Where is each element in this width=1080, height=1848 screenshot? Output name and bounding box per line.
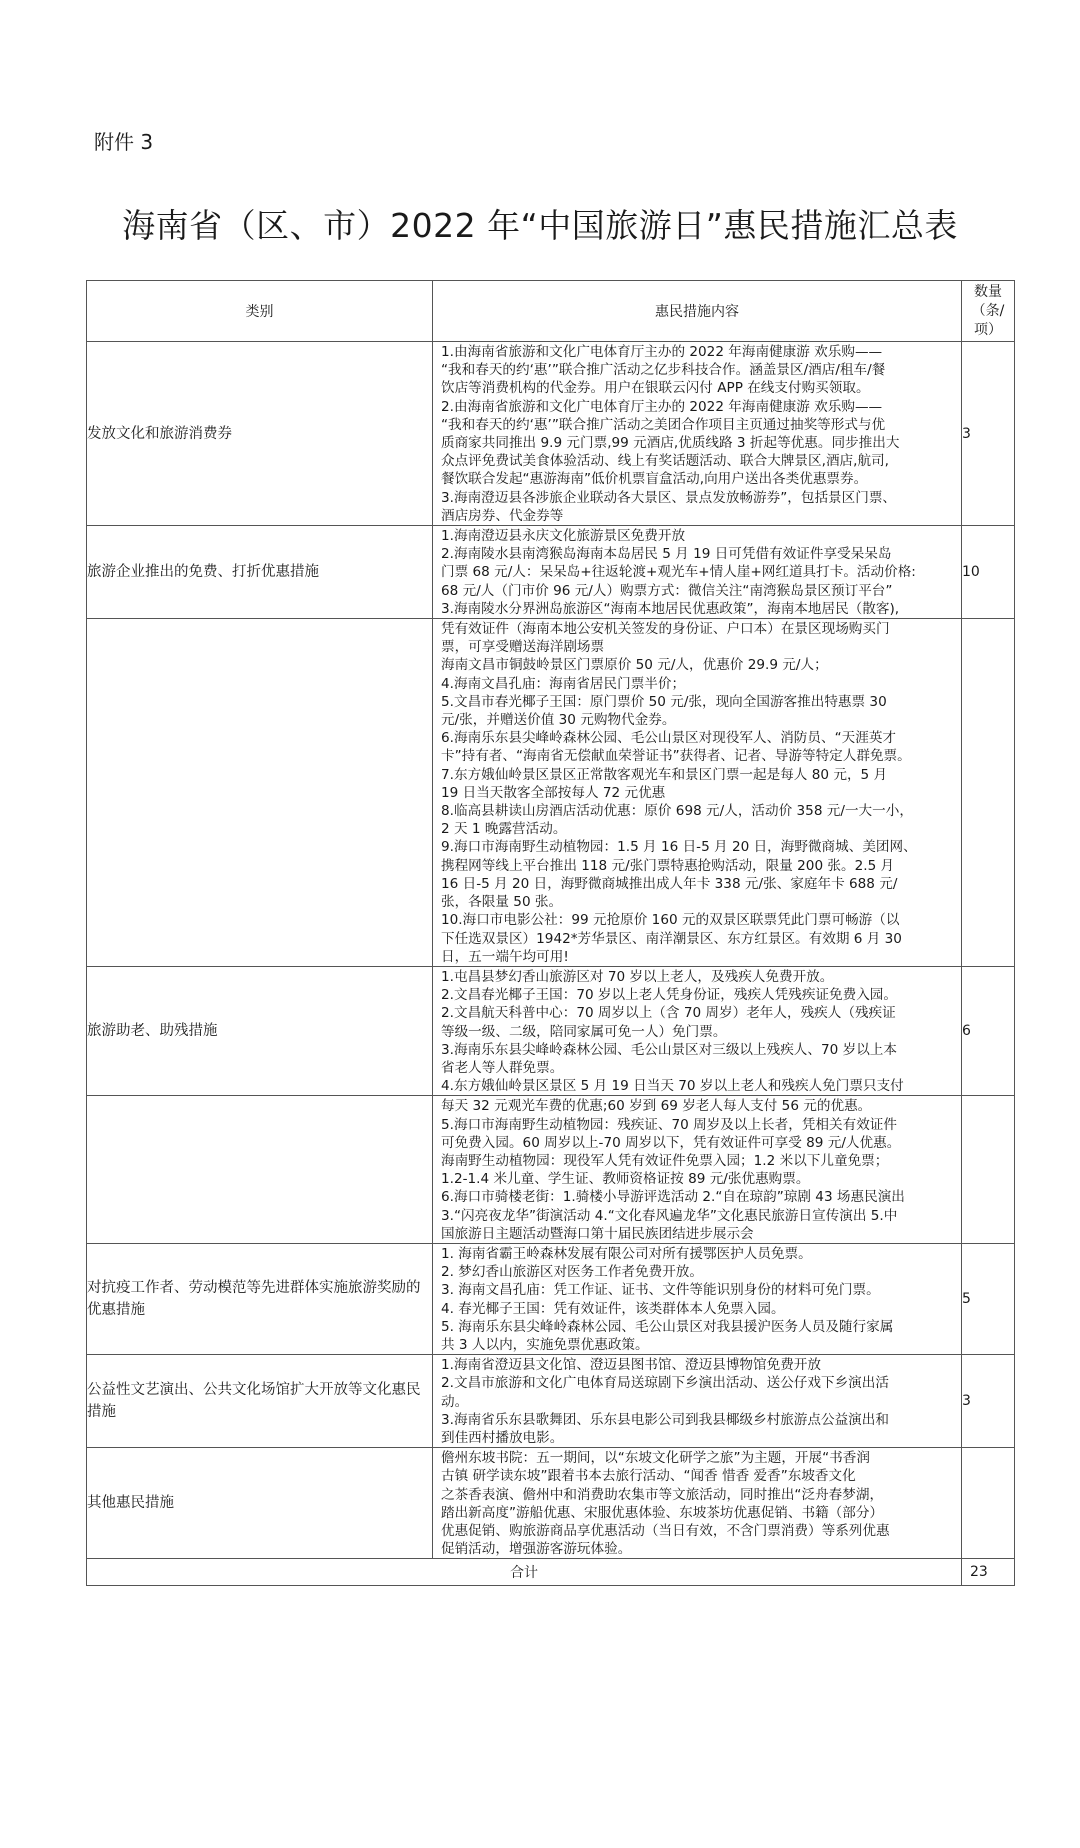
count-cell: 3 [962,1355,1015,1448]
content-line: 元/张，并赠送价值 30 元购物代金券。 [441,712,676,729]
content-line: 每天 32 元观光车费的优惠;60 岁到 69 岁老人每人支付 56 元的优惠。 [441,1098,872,1115]
total-row [87,1559,1015,1586]
attachment-label: 附件 3 [94,130,154,154]
category-cell [87,1096,433,1244]
count-cell [962,1096,1015,1244]
table-row [87,1096,1015,1244]
content-line: 2.海南陵水县南湾猴岛海南本岛居民 5 月 19 日可凭借有效证件享受呆呆岛 [441,546,892,563]
table-row [87,342,1015,526]
table-row [87,526,1015,619]
content-cell [433,1096,962,1244]
count-cell: 5 [962,1243,1015,1354]
content-line: 2.文昌航天科普中心：70 周岁以上（含 70 周岁）老年人，残疾人（残疾证 [441,1005,896,1022]
header-count-line: 项） [974,321,1002,338]
header-count-line: （条/ [971,302,1005,319]
content-line: 1.海南省澄迈县文化馆、澄迈县图书馆、澄迈县博物馆免费开放 [441,1357,821,1374]
table-row [87,1243,1015,1354]
content-line: 海南文昌市铜鼓岭景区门票原价 50 元/人，优惠价 29.9 元/人； [441,657,828,674]
category-cell: 对抗疫工作者、劳动模范等先进群体实施旅游奖励的优惠措施 [87,1243,433,1354]
content-line: 16 日-5 月 20 日，海野微商城推出成人年卡 338 元/张、家庭年卡 688 元/ [441,875,898,892]
content-line: 凭有效证件（海南本地公安机关签发的身份证、户口本）在景区现场购买门 [441,621,890,638]
content-line: 5. 海南乐东县尖峰岭森林公园、毛公山景区对我县援沪医务人员及随行家属 [441,1318,894,1335]
content-line: 日，五一端午均可用! [441,948,569,965]
content-line: 7.东方娥仙岭景区景区正常散客观光车和景区门票一起是每人 80 元，5 月 [441,766,888,783]
content-line: 可免费入园。60 周岁以上-70 周岁以下，凭有效证件可享受 89 元/人优惠。 [441,1134,901,1151]
table-row [87,966,1015,1095]
content-line: 3.海南澄迈县各涉旅企业联动各大景区、景点发放畅游券”，包括景区门票、 [441,489,897,506]
content-line: 2.由海南省旅游和文化广电体育厅主办的 2022 年海南健康游 欢乐购—— [441,398,883,415]
content-line: 携程网等线上平台推出 118 元/张门票特惠抢购活动，限量 200 张。2.5 月 [441,857,895,874]
content-line: 促销活动，增强游客游玩体验。 [441,1541,632,1558]
count-cell: 6 [962,966,1015,1095]
content-line: 省老人等人群免票。 [441,1059,564,1076]
content-line: 10.海口市电影公社：99 元抢原价 160 元的双景区联票凭此门票可畅游（以 [441,912,900,929]
content-line: 门票 68 元/人：呆呆岛+往返轮渡+观光车+情人崖+网红道具打卡。活动价格: [441,564,916,581]
content-cell [433,1448,962,1559]
content-line: 到佳西村播放电影。 [441,1429,564,1446]
content-line: 5.海口市海南野生动植物园：残疾证、70 周岁及以上长者，凭相关有效证件 [441,1116,897,1133]
content-line: 1.由海南省旅游和文化广电体育厅主办的 2022 年海南健康游 欢乐购—— [441,344,883,360]
content-line: 2.文昌春光椰子王国：70 岁以上老人凭身份证，残疾人凭残疾证免费入园。 [441,987,897,1004]
content-line: 踏出新高度”游船优惠、宋服优惠体验、东坡茶坊优惠促销、书籍（部分） [441,1504,884,1521]
count-cell: 10 [962,526,1015,619]
content-line: 3. 海南文昌孔庙：凭工作证、证书、文件等能识别身份的材料可免门票。 [441,1282,880,1299]
content-line: 票，可享受赠送海洋剧场票 [441,639,605,656]
content-line: 酒店房券、代金券等 [441,507,564,524]
content-line: 众点评免费试美食体验活动、线上有奖话题活动、联合大牌景区,酒店,航司, [441,453,889,470]
content-line: 3.海南省乐东县歌舞团、乐东县电影公司到我县椰级乡村旅游点公益演出和 [441,1411,889,1428]
table-row [87,1355,1015,1448]
content-line: 4.海南文昌孔庙：海南省居民门票半价； [441,675,686,692]
page-title: 海南省（区、市）2022 年“中国旅游日”惠民措施汇总表 [122,206,958,245]
content-line: 国旅游日主题活动暨海口第十届民族团结进步展示会 [441,1225,754,1242]
content-cell [433,526,962,619]
content-line: 张，各限量 50 张。 [441,894,563,911]
total-label: 合计 [87,1559,962,1586]
content-line: 儋州东坡书院：五一期间，以“东坡文化研学之旅”为主题，开展“书香润 [441,1450,870,1467]
content-line: 19 日当天散客全部按每人 72 元优惠 [441,784,666,801]
content-line: 下任选双景区）1942*芳华景区、南洋潮景区、东方红景区。有效期 6 月 30 [441,930,902,947]
content-line: 共 3 人以内，实施免票优惠政策。 [441,1336,649,1353]
content-line: 动。 [441,1393,469,1410]
content-line: 1.屯昌县梦幻香山旅游区对 70 岁以上老人，及残疾人免费开放。 [441,968,834,985]
content-line: 4. 春光椰子王国：凭有效证件，该类群体本人免票入园。 [441,1300,785,1317]
category-cell: 旅游助老、助残措施 [87,966,433,1095]
content-line: 海南野生动植物园：现役军人凭有效证件免票入园；1.2 米以下儿童免票； [441,1152,889,1169]
content-line: 68 元/人（门市价 96 元/人）购票方式：微信关注“南湾猴岛景区预订平台” [441,582,893,599]
content-cell [433,1243,962,1354]
content-line: 之茶香表演、儋州中和消费助农集市等文旅活动，同时推出“泛舟春梦湖， [441,1486,884,1503]
header-count [962,281,1015,342]
content-cell [433,966,962,1095]
category-cell: 其他惠民措施 [87,1448,433,1559]
category-cell: 公益性文艺演出、公共文化场馆扩大开放等文化惠民措施 [87,1355,433,1448]
count-cell [962,619,1015,967]
content-line: 1. 海南省霸王岭森林发展有限公司对所有援鄂医护人员免票。 [441,1245,812,1262]
content-line: 优惠促销、购旅游商品享优惠活动（当日有效，不含门票消费）等系列优惠 [441,1523,890,1539]
content-line: 古镇 研学读东坡”跟着书本去旅行活动、“闻香 惜香 爱香”东坡香文化 [441,1468,856,1485]
category-cell [87,619,433,967]
content-line: “我和春天的约‘惠’”联合推广活动之亿步科技合作。涵盖景区/酒店/租车/餐 [441,362,886,379]
content-line: 2.文昌市旅游和文化广电体育局送琼剧下乡演出活动、送公仔戏下乡演出活 [441,1375,889,1392]
measures-table [86,280,1015,1586]
content-line: 8.临高县耕读山房酒店活动优惠：原价 698 元/人，活动价 358 元/一大一小， [441,803,913,820]
content-line: 卡”持有者、“海南省无偿献血荣誉证书”获得者、记者、导游等特定人群免票。 [441,748,911,765]
content-line: 2 天 1 晚露营活动。 [441,821,567,838]
header-count-line: 数量 [974,283,1002,300]
content-cell [433,342,962,526]
table-row [87,1448,1015,1559]
content-line: 6.海南乐东县尖峰岭森林公园、毛公山景区对现役军人、消防员、“天涯英才 [441,730,897,747]
content-line: 1.海南澄迈县永庆文化旅游景区免费开放 [441,528,686,545]
content-line: 3.“闪亮夜龙华”街演活动 4.“文化春风遍龙华”文化惠民旅游日宣传演出 5.中 [441,1207,898,1224]
content-line: 4.东方娥仙岭景区景区 5 月 19 日当天 70 岁以上老人和残疾人免门票只支付 [441,1078,904,1095]
content-line: 5.文昌市春光椰子王国：原门票价 50 元/张，现向全国游客推出特惠票 30 [441,693,887,710]
content-line: 9.海口市海南野生动植物园：1.5 月 16 日-5 月 20 日，海野微商城、美团网、 [441,839,917,856]
content-line: 质商家共同推出 9.9 元门票,99 元酒店,优质线路 3 折起等优惠。同步推出大 [441,435,900,452]
content-line: “我和春天的约‘惠’”联合推广活动之美团合作项目主页通过抽奖等形式与优 [441,416,886,433]
content-line: 餐饮联合发起“惠游海南”低价机票盲盒活动,向用户送出各类优惠票券。 [441,471,868,488]
category-cell: 发放文化和旅游消费券 [87,342,433,526]
content-line: 3.海南陵水分界洲岛旅游区“海南本地居民优惠政策”，海南本地居民（散客), [441,600,900,617]
content-line: 饮店等消费机构的代金券。用户在银联云闪付 APP 在线支付购买领取。 [441,380,870,397]
count-cell: 3 [962,342,1015,526]
content-line: 1.2-1.4 米儿童、学生证、教师资格证按 89 元/张优惠购票。 [441,1171,810,1188]
header-content: 惠民措施内容 [433,281,962,342]
total-value: 23 [962,1559,1015,1586]
content-line: 6.海口市骑楼老街：1.骑楼小导游评选活动 2.“自在琼韵”琼剧 43 场惠民演出 [441,1189,905,1206]
category-cell: 旅游企业推出的免费、打折优惠措施 [87,526,433,619]
table-row [87,619,1015,967]
count-cell [962,1448,1015,1559]
content-cell [433,1355,962,1448]
header-category: 类别 [87,281,433,342]
content-cell [433,619,962,967]
table-header-row [87,281,1015,342]
content-line: 2. 梦幻香山旅游区对医务工作者免费开放。 [441,1264,703,1281]
content-line: 等级一级、二级，陪同家属可免一人）免门票。 [441,1023,727,1040]
content-line: 3.海南乐东县尖峰岭森林公园、毛公山景区对三级以上残疾人、70 岁以上本 [441,1041,897,1058]
